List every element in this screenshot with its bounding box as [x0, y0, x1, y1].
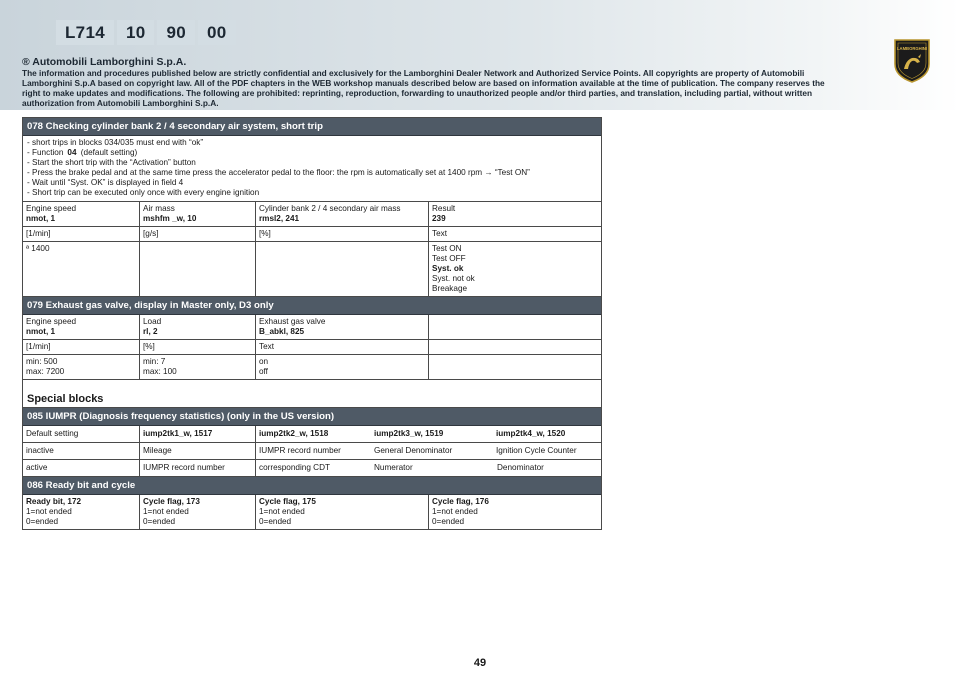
table-cell: [256, 202, 429, 226]
block-079-title: 079 Exhaust gas valve, display in Master only, D3 only: [23, 297, 601, 315]
instruction-line: - Wait until “Syst. OK” is displayed in field 4: [27, 178, 184, 187]
table-cell: IUMPR record number: [140, 460, 256, 476]
column-id: rl, 2: [143, 327, 158, 336]
result-value: Syst. ok: [432, 264, 464, 273]
copyright-notice: [22, 56, 830, 108]
block-085-row-active: [23, 460, 601, 477]
column-id: 239: [432, 214, 446, 223]
range-value: max: 100: [143, 367, 177, 376]
cell-line: 0=ended: [26, 517, 59, 526]
column-id: mshfm _w, 10: [143, 214, 197, 223]
table-cell: [429, 495, 601, 529]
range-value: min: 7: [143, 357, 166, 366]
column-label: Load: [143, 317, 162, 326]
cell-title: Cycle flag, 175: [259, 497, 316, 506]
table-cell: [23, 315, 140, 339]
result-value: Test ON: [432, 244, 462, 253]
cell-title: Ready bit, 172: [26, 497, 82, 506]
cell-line: 1=not ended: [143, 507, 189, 516]
value-cell: [140, 242, 256, 296]
unit-cell: [429, 340, 601, 354]
table-cell: [256, 315, 429, 339]
table-cell: Denominator: [497, 463, 544, 472]
range-value: max: 7200: [26, 367, 65, 376]
table-cell: corresponding CDT: [259, 463, 330, 472]
table-cell: [429, 202, 601, 226]
cell-title: Cycle flag, 176: [432, 497, 489, 506]
result-value: Breakage: [432, 284, 468, 293]
table-cell: [429, 315, 601, 339]
table-cell: iump2tk4_w, 1520: [496, 429, 566, 438]
table-cell: iump2tk2_w, 1518: [259, 429, 329, 438]
range-cell: [23, 355, 140, 379]
block-085-title: 085 IUMPR (Diagnosis frequency statistics) (only in the US version): [23, 408, 601, 426]
block-085-header-row: [23, 426, 601, 443]
cell-line: 0=ended: [432, 517, 465, 526]
table-cell: [23, 202, 140, 226]
unit-cell: [%]: [256, 227, 429, 241]
function-suffix: (default setting): [80, 148, 138, 157]
block-079-header-row: [23, 315, 601, 340]
instruction-line: - Start the short trip with the “Activation” button: [27, 158, 196, 167]
unit-cell: [%]: [140, 340, 256, 354]
range-value: on: [259, 357, 269, 366]
column-id: rmsl2, 241: [259, 214, 300, 223]
range-cell: [256, 355, 429, 379]
unit-cell: [1/min]: [23, 227, 140, 241]
column-label: Exhaust gas valve: [259, 317, 326, 326]
document-code-bar: [56, 20, 236, 45]
code-segment: L714: [56, 20, 114, 45]
block-078-units-row: [23, 227, 601, 242]
cell-line: 0=ended: [143, 517, 176, 526]
range-cell: [140, 355, 256, 379]
logo-wordmark: LAMBORGHINI: [896, 46, 928, 51]
special-blocks-heading: Special blocks: [23, 379, 601, 408]
column-id: B_abkl, 825: [259, 327, 305, 336]
unit-cell: [g/s]: [140, 227, 256, 241]
instruction-line: - Short trip can be executed only once with every engine ignition: [27, 188, 260, 197]
function-prefix: - Function: [27, 148, 64, 157]
range-value: off: [259, 367, 268, 376]
unit-cell: Text: [256, 340, 429, 354]
table-cell: General Denominator: [374, 446, 453, 455]
block-079-units-row: [23, 340, 601, 355]
code-segment: 90: [157, 20, 195, 45]
cell-title: Cycle flag, 173: [143, 497, 200, 506]
column-label: Result: [432, 204, 456, 213]
table-cell: [23, 495, 140, 529]
code-segment: 00: [198, 20, 236, 45]
table-cell: iump2tk1_w, 1517: [140, 426, 256, 442]
result-value: Syst. not ok: [432, 274, 475, 283]
block-085-row-inactive: [23, 443, 601, 460]
result-value: Test OFF: [432, 254, 466, 263]
table-cell: [140, 495, 256, 529]
measuring-blocks-table: [22, 117, 602, 530]
notice-text: The information and procedures published below are strictly confidential and exclusively for the Lamborghini Dealer Network and Authorized Service Points. All copyrights are property of Automobili Lamborghini S.p.A based on copyright law. All of the PDF chapters in the WEB workshop manuals described below are based on information available at the time of publication. The company reserves the right to make updates and modifications. The following are prohibited: reprinting, reproduction, forwarding to unauthorized people and/or third parties, and translation, including partial, without written authorization from Automobili Lamborghini S.p.A.: [22, 68, 825, 108]
block-078-values-row: [23, 242, 601, 297]
column-label: Engine speed: [26, 317, 77, 326]
column-id: nmot, 1: [26, 327, 56, 336]
function-code: 04: [67, 148, 77, 157]
column-label: Air mass: [143, 204, 175, 213]
table-cell: iump2tk3_w, 1519: [374, 429, 444, 438]
range-cell: [429, 355, 601, 379]
table-cell: inactive: [23, 443, 140, 459]
page-number: 49: [473, 657, 487, 669]
value-cell: [256, 242, 429, 296]
instruction-line: - Press the brake pedal and at the same time press the accelerator pedal to the floor: the rpm is automatically set at 1400 rpm → “Test ON”: [27, 168, 530, 177]
value-cell: ª 1400: [23, 242, 140, 296]
table-cell: [140, 202, 256, 226]
block-078-title: 078 Checking cylinder bank 2 / 4 secondary air system, short trip: [23, 118, 601, 136]
block-079-ranges-row: [23, 355, 601, 379]
instruction-line: - short trips in blocks 034/035 must end with “ok”: [27, 138, 204, 147]
company-name: ® Automobili Lamborghini S.p.A.: [22, 56, 187, 68]
column-label: Engine speed: [26, 204, 77, 213]
table-cell: Default setting: [23, 426, 140, 442]
table-cell: [140, 315, 256, 339]
table-cell: Ignition Cycle Counter: [496, 446, 577, 455]
cell-line: 1=not ended: [432, 507, 478, 516]
unit-cell: Text: [432, 229, 448, 238]
block-078-header-row: [23, 202, 601, 227]
table-cell: Numerator: [374, 463, 413, 472]
block-078-instructions: [23, 136, 601, 202]
table-cell: active: [23, 460, 140, 476]
unit-cell: [1/min]: [23, 340, 140, 354]
function-line: [27, 148, 597, 158]
block-086-row: [23, 495, 601, 529]
table-cell: IUMPR record number: [259, 446, 341, 455]
table-cell: Mileage: [140, 443, 256, 459]
cell-line: 0=ended: [259, 517, 292, 526]
range-value: min: 500: [26, 357, 58, 366]
table-cell: [256, 495, 429, 529]
column-label: Cylinder bank 2 / 4 secondary air mass: [259, 204, 401, 213]
cell-line: 1=not ended: [26, 507, 72, 516]
column-id: nmot, 1: [26, 214, 56, 223]
block-086-title: 086 Ready bit and cycle: [23, 477, 601, 495]
lamborghini-logo: [892, 36, 932, 84]
cell-line: 1=not ended: [259, 507, 305, 516]
result-values-cell: [429, 242, 601, 296]
code-segment: 10: [117, 20, 155, 45]
